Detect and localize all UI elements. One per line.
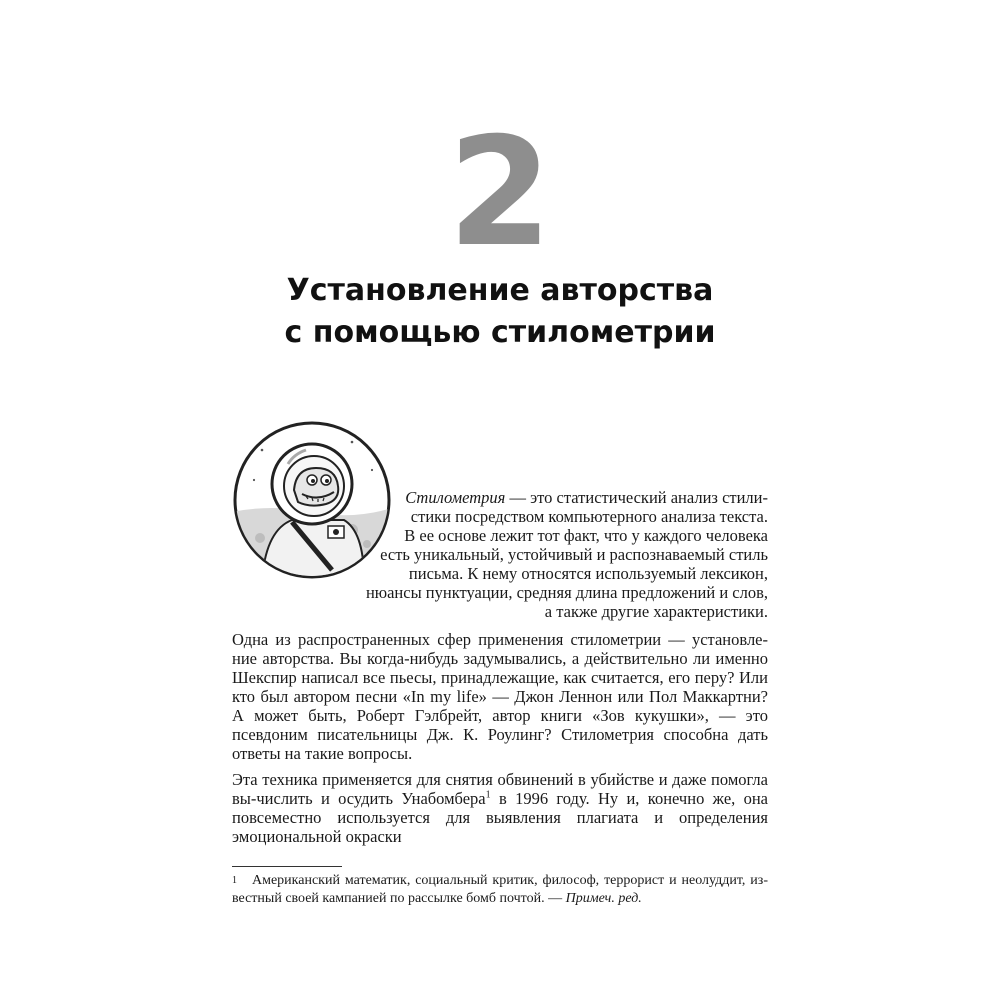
footnote [232,872,768,908]
chapter-title-line-2: с помощью стилометрии [284,315,716,350]
intro-line-3: В ее основе лежит тот факт, что у каждого человека [404,526,768,545]
chapter-number: 2 [447,106,553,280]
footnote-divider [232,866,342,867]
intro-line-2: стики посредством компьютерного анализа текста. [410,507,768,526]
chapter-title-line-1: Установление авторства [286,273,714,308]
paragraph-2-before: Эта техника применяется для снятия обвинений в убийстве и даже помогла вы-числить и осудить Унабомбера [232,770,768,808]
footnote-number: 1 [232,875,237,886]
paragraph-2 [232,770,768,846]
footnote-ref[interactable]: 1 [485,789,491,801]
paragraph-2-after: в 1996 году. Ну и, конечно же, она повсеместно используется для выявления плагиата и определения эмоциональной окраски [232,789,769,846]
paragraph-1: Одна из распространенных сфер применения стилометрии — установле-ние авторства. Вы когда-нибудь задумывались, а действительно ли именно Шекспир написал все пьесы, принадлежащие, как считается, его перу? Или кто был автором песни «In my life» — Джон Леннон или Пол Маккартни? А может быть, Роберт Гэлбрейт, автор книги «Зов кукушки», — это псевдоним писательницы Дж. К. Роулинг? Стилометрия способна дать ответы на такие вопросы. [232,630,768,763]
intro-term: Стилометрия [405,488,506,507]
intro-line-1-text: — это статистический анализ стили- [505,488,768,507]
footnote-text: Американский математик, социальный критик, философ, террорист и неолуддит, из-вестный своей кампанией по рассылке бомб почтой. — [232,873,768,906]
intro-line-7: а также другие характеристики. [544,602,768,621]
chapter-title [0,270,1000,354]
intro-line-4: есть уникальный, устойчивый и распознаваемый стиль [380,545,768,564]
intro-line-6: нюансы пунктуации, средняя длина предложений и слов, [365,583,768,602]
footnote-editor-note: Примеч. ред. [565,891,642,906]
intro-line-5: письма. К нему относятся используемый лексикон, [408,564,768,583]
astronaut-illustration [232,420,392,580]
intro-line-1 [405,488,768,507]
